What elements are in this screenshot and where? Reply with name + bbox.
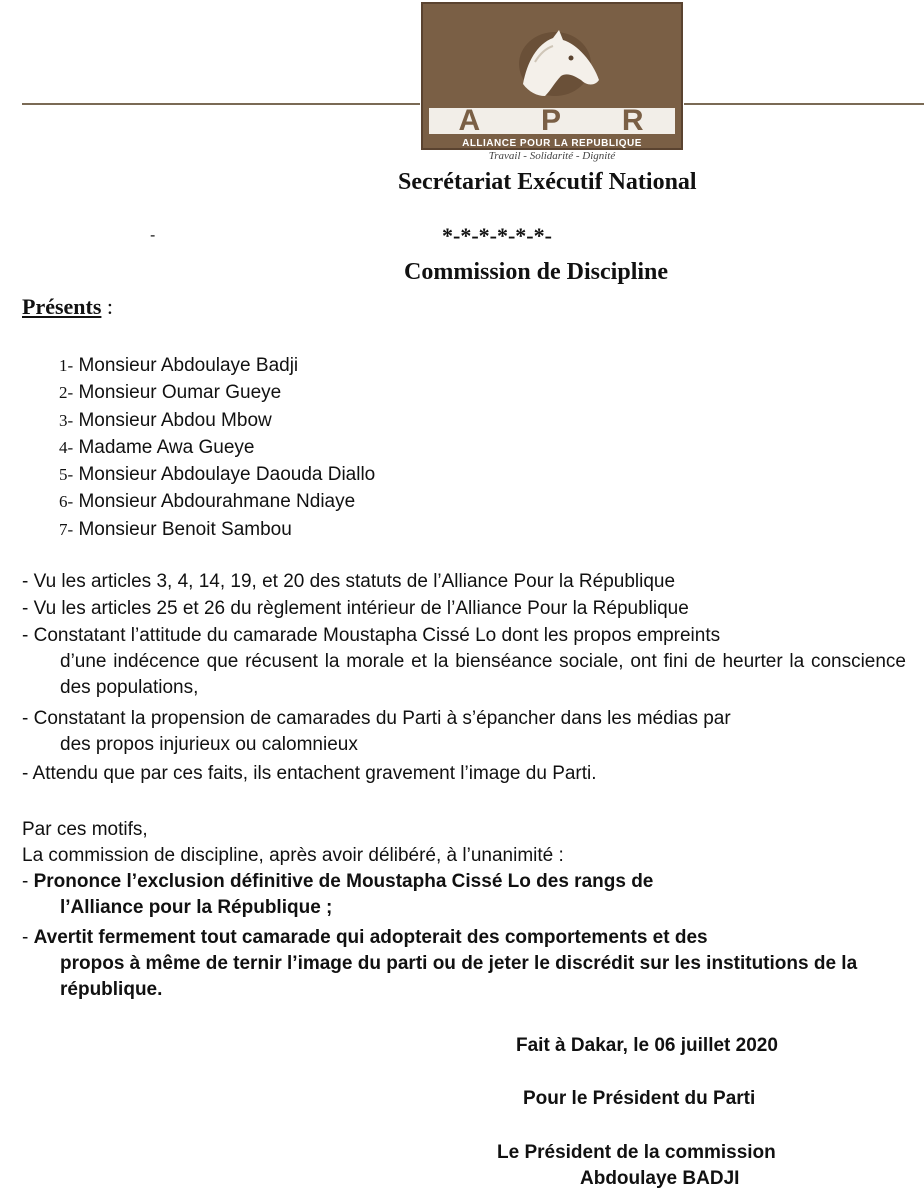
decision-1-dash: - xyxy=(22,871,34,892)
member-number: 7- xyxy=(59,519,74,539)
member-name: Monsieur Oumar Gueye xyxy=(78,382,282,404)
logo-letter-p: P xyxy=(540,104,563,137)
logo-letter-r: R xyxy=(621,104,646,137)
secretariat-title: Secrétariat Exécutif National xyxy=(398,169,697,195)
header-rule-left xyxy=(22,103,420,105)
commission-president-role: Le Président de la commission xyxy=(497,1142,776,1163)
presents-heading xyxy=(22,294,113,320)
consideration-4-continuation: des propos injurieux ou calomnieux xyxy=(60,734,358,755)
consideration-3 xyxy=(22,623,906,701)
list-item xyxy=(59,379,375,406)
for-president: Pour le Président du Parti xyxy=(523,1088,756,1109)
member-number: 6- xyxy=(59,492,74,512)
consideration-5: - Attendu que par ces faits, ils entachent gravement l’image du Parti. xyxy=(22,763,597,784)
member-name: Madame Awa Gueye xyxy=(78,436,255,458)
list-item xyxy=(59,352,375,379)
decision-2-first-line: Avertit fermement tout camarade qui adopterait des comportements et des xyxy=(33,927,708,948)
logo-letters xyxy=(429,104,675,137)
member-number: 5- xyxy=(59,465,74,485)
presents-label: Présents xyxy=(22,294,102,319)
members-list xyxy=(59,352,375,543)
stray-dash: - xyxy=(150,227,156,244)
logo-letter-a: A xyxy=(458,104,483,137)
member-number: 3- xyxy=(59,410,74,430)
separator-stars: *-*-*-*-*-*- xyxy=(442,223,552,248)
decision-2-dash: - xyxy=(22,927,34,948)
horse-head-icon xyxy=(505,22,605,102)
member-name: Monsieur Abdoulaye Badji xyxy=(78,355,299,376)
place-date: Fait à Dakar, le 06 juillet 2020 xyxy=(516,1035,778,1056)
consideration-4-first-line: - Constatant la propension de camarades du Parti à s’épancher dans les médias par xyxy=(22,708,731,729)
member-number: 2- xyxy=(59,383,74,403)
decision-1 xyxy=(22,869,906,921)
decision-1-first-line: Prononce l’exclusion définitive de Moustapha Cissé Lo des rangs de xyxy=(33,871,654,892)
consideration-3-continuation: d’une indécence que récusent la morale et la bienséance sociale, ont fini de heurter la conscience des populations, xyxy=(60,651,906,698)
list-item xyxy=(59,488,375,515)
consideration-3-first-line: - Constatant l’attitude du camarade Moustapha Cissé Lo dont les propos empreints xyxy=(22,625,721,646)
apr-logo xyxy=(421,2,683,150)
list-item xyxy=(59,434,375,461)
consideration-1: - Vu les articles 3, 4, 14, 19, et 20 des statuts de l’Alliance Pour la République xyxy=(22,571,676,592)
member-number: 1- xyxy=(59,356,74,375)
list-item xyxy=(59,461,375,488)
header-rule-right xyxy=(684,103,924,105)
logo-party-name: ALLIANCE POUR LA REPUBLIQUE xyxy=(462,138,642,149)
decision-intro: La commission de discipline, après avoir délibéré, à l’unanimité : xyxy=(22,845,564,866)
decision-1-continuation: l’Alliance pour la République ; xyxy=(60,897,333,918)
member-number: 4- xyxy=(59,437,74,457)
member-name: Monsieur Abdou Mbow xyxy=(78,409,272,431)
commission-title: Commission de Discipline xyxy=(404,259,669,285)
member-name: Monsieur Benoit Sambou xyxy=(78,518,292,540)
list-item xyxy=(59,516,375,543)
member-name: Monsieur Abdoulaye Daouda Diallo xyxy=(78,464,376,486)
motifs-line: Par ces motifs, xyxy=(22,819,148,840)
consideration-2: - Vu les articles 25 et 26 du règlement intérieur de l’Alliance Pour la République xyxy=(22,598,689,619)
consideration-4 xyxy=(22,706,906,758)
member-name: Monsieur Abdourahmane Ndiaye xyxy=(78,491,356,513)
signatory-name: Abdoulaye BADJI xyxy=(580,1168,740,1189)
list-item xyxy=(59,407,375,434)
decision-2-continuation: propos à même de ternir l’image du parti ou de jeter le discrédit sur les institutions de la république. xyxy=(60,953,858,1000)
logo-motto: Travail - Solidarité - Dignité xyxy=(488,150,616,162)
presents-colon: : xyxy=(101,294,114,319)
decision-2 xyxy=(22,925,874,1003)
